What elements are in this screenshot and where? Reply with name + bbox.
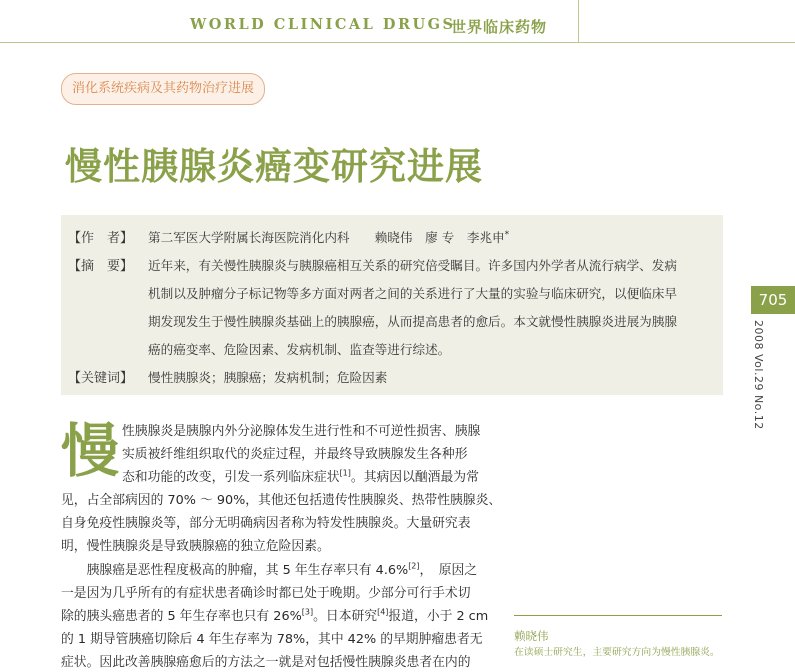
body-line: 见，占全部病因的 70% ～ 90%，其他还包括遗传性胰腺炎、热带性胰腺炎、 — [61, 493, 502, 508]
journal-title-en: WORLD CLINICAL DRUGS — [190, 16, 456, 33]
author-line — [148, 227, 509, 246]
body-line: 自身免疫性胰腺炎等，部分无明确病因者称为特发性胰腺炎。大量研究表 — [61, 516, 471, 531]
body-text: 胰腺癌是恶性程度极高的肿瘤，其 5 年生存率只有 4.6% — [61, 563, 409, 578]
author-label: 【作 者】 — [68, 231, 134, 246]
page-number: 705 — [751, 286, 795, 314]
body-line — [61, 608, 488, 626]
body-text: ， 原因之 — [419, 563, 478, 578]
abstract-label: 【摘 要】 — [68, 259, 134, 274]
body-line: 实质被纤维组织取代的炎症过程，并最终导致胰腺发生各种形 — [122, 447, 468, 462]
body-line — [61, 562, 477, 580]
header-divider — [578, 0, 579, 43]
body-line — [122, 469, 479, 487]
citation[interactable]: [4] — [377, 607, 389, 617]
bio-description: 在读硕士研究生，主要研究方向为慢性胰腺炎。 — [514, 647, 720, 658]
citation[interactable]: [1] — [339, 468, 351, 478]
body-line: 明，慢性胰腺炎是导致胰腺癌的独立危险因素。 — [61, 539, 330, 554]
citation[interactable]: [3] — [301, 607, 314, 617]
author-text: 第二军医大学附属长海医院消化内科 赖晓伟 廖 专 李兆申 — [148, 230, 505, 245]
abstract-line: 机制以及肿瘤分子标记物等多方面对两者之间的关系进行了大量的实验与临床研究，以便临床早 — [148, 286, 677, 301]
bio-rule — [514, 615, 722, 616]
body-line: 症状。因此改善胰腺癌愈后的方法之一就是对包括慢性胰腺炎患者在内的 — [61, 655, 471, 670]
journal-title-cn: 世界临床药物 — [451, 18, 548, 36]
body-line: 的 1 期导管胰癌切除后 4 年生存率为 78%，其中 42% 的早期肿瘤患者无 — [61, 632, 483, 647]
body-text: 。日本研究 — [313, 609, 378, 624]
drop-cap: 慢 — [61, 417, 120, 485]
author-mark: * — [504, 229, 510, 240]
body-text: 态和功能的改变，引发一系列临床症状 — [122, 470, 340, 485]
header-rule — [0, 42, 795, 43]
body-line: 性胰腺炎是胰腺内外分泌腺体发生进行性和不可逆性损害、胰腺 — [122, 424, 481, 439]
body-text: 除的胰头癌患者的 5 年生存率也只有 26% — [61, 609, 302, 624]
volume-info: 2008 Vol.29 No.12 — [752, 320, 765, 430]
body-line: 一是因为几乎所有的有症状患者确诊时都已处于晚期。少部分可行手术切 — [61, 586, 471, 601]
keywords-text: 慢性胰腺炎；胰腺癌；发病机制；危险因素 — [148, 370, 388, 385]
abstract-line: 近年来，有关慢性胰腺炎与胰腺癌相互关系的研究倍受瞩目。许多国内外学者从流行病学、发病 — [148, 258, 677, 273]
column-tag: 消化系统疾病及其药物治疗进展 — [61, 73, 265, 105]
article-title: 慢性胰腺炎癌变研究进展 — [65, 144, 483, 188]
body-text: 。其病因以酗酒最为常 — [350, 470, 479, 485]
keywords-label: 【关键词】 — [68, 371, 134, 386]
abstract-line: 期发现发生于慢性胰腺炎基础上的胰腺癌，从而提高患者的愈后。本文就慢性胰腺炎进展为胰腺 — [148, 314, 677, 329]
citation[interactable]: [2] — [408, 561, 420, 571]
body-text: 报道，小于 2 cm — [388, 609, 489, 624]
abstract-line: 癌的癌变率、危险因素、发病机制、监查等进行综述。 — [148, 342, 451, 357]
bio-name: 赖晓伟 — [514, 629, 549, 643]
